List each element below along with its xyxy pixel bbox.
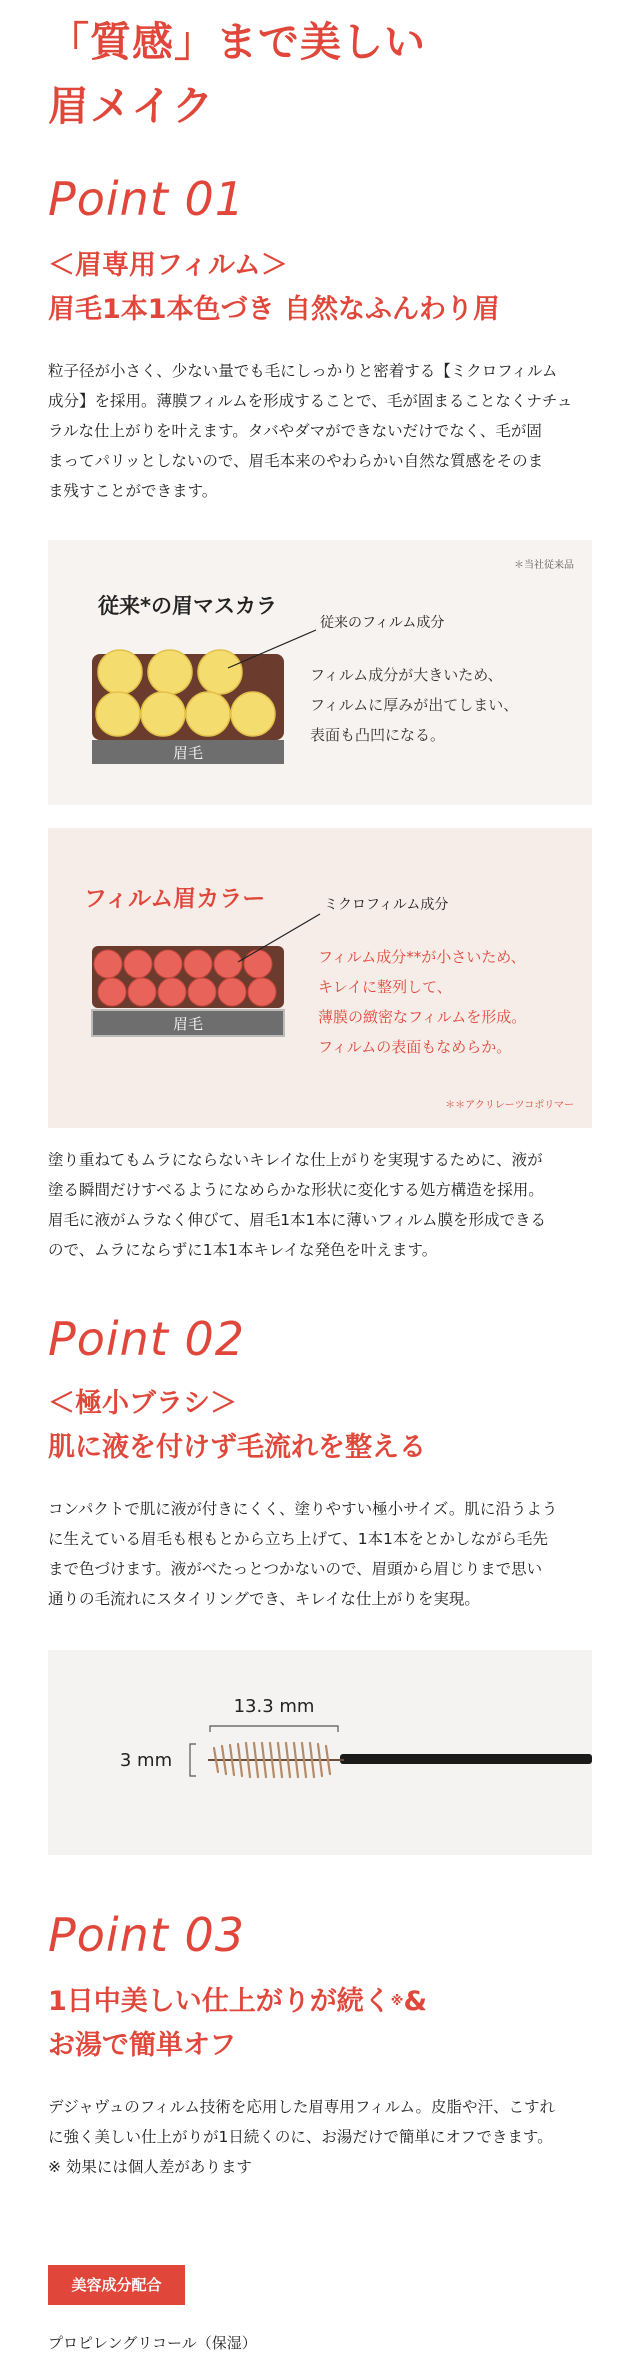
conventional-description: フィルム成分が大きいため、 フィルムに厚みが出てしまい、 表面も凸凹になる。 [310, 666, 519, 744]
micro-film-component-label: ミクロフィルム成分 [324, 897, 449, 913]
film-description: フィルム成分**が小さいため、 キレイに整列して、 薄膜の緻密なフィルムを形成。 フィルムの表面もなめらか。 [318, 948, 527, 1056]
point-03-subtitle-1: 1日中美しい仕上がりが続く※& [48, 1986, 427, 2017]
width-bracket [190, 1744, 196, 1776]
point-03-label: Point 03 [48, 1908, 246, 1962]
brush-size-panel [48, 1650, 592, 1855]
conventional-component-label: 従来のフィルム成分 [320, 615, 445, 631]
formula-description: 塗り重ねてもムラにならないキレイな仕上がりを実現するために、液が 塗る瞬間だけすべるようになめらかな形状に変化する処方構造を採用。 眉毛に液がムラなく伸びて、眉毛1本1本に薄いフィルム膜を形成できる ので、ムラにならずに1本1本キレイな発色を叶えます。 [48, 1151, 547, 1259]
brush-diagram [48, 1650, 592, 1855]
point-01-label: Point 01 [48, 172, 246, 226]
beauty-ingredient-badge: 美容成分配合 [48, 2265, 185, 2305]
conventional-mascara-panel [48, 540, 592, 805]
conventional-title: 従来*の眉マスカラ [98, 594, 277, 618]
body-line: ラルな仕上がりを叶えます。タバやダマができないだけでなく、毛が固 [48, 422, 542, 440]
point-01-body [48, 356, 593, 506]
length-label: 13.3 mm [233, 1696, 315, 1717]
body-line: 成分】を採用。薄膜フィルムを形成することで、毛が固まることなくナチュ [48, 392, 573, 410]
film-brow-color-panel [48, 828, 592, 1128]
body-line: 粒子径が小さく、少ない量でも毛にしっかりと密着する【ミクロフィルム [48, 362, 558, 380]
point-02-label: Point 02 [48, 1312, 246, 1366]
point-02-subtitle-2: 肌に液を付けず毛流れを整える [48, 1432, 426, 1463]
brush-handle [340, 1754, 592, 1764]
conventional-note: ＊当社従来品 [514, 560, 574, 571]
film-note: ＊＊アクリレーツコポリマー [445, 1100, 574, 1111]
point-03-subtitle-2: お湯で簡単オフ [48, 2030, 237, 2061]
hero-line-2: 眉メイク [48, 82, 215, 130]
hero-title [48, 10, 426, 138]
footnote-mark: ※ [390, 1994, 404, 2009]
hero-line-1: 「質感」まで美しい [48, 18, 426, 66]
film-hair-label: 眉毛 [172, 1015, 204, 1033]
point-02-body: コンパクトで肌に液が付きにくく、塗りやすい極小サイズ。肌に沿うよう に生えている眉毛も根もとから立ち上げて、1本1本をとかしながら毛先 まで色づけます。液がべたっとつかないので、眉頭から眉じりまで思い 通りの毛流れにスタイリングでき、キレイな仕上がりを実現。 [48, 1500, 558, 1608]
point-01-subtitle-1: ＜眉専用フィルム＞ [48, 250, 288, 281]
point-03-body: デジャヴュのフィルム技術を応用した眉専用フィルム。皮脂や汗、こすれ に強く美しい仕上がりが1日続くのに、お湯だけで簡単にオフできます。 ※ 効果には個人差があります [48, 2098, 556, 2176]
conventional-hair-label: 眉毛 [172, 744, 204, 762]
body-line: まってパリッとしないので、眉毛本来のやわらかい自然な質感をそのま [48, 452, 544, 470]
brush-bristles [214, 1743, 330, 1777]
ingredient-text: プロピレングリコール（保湿） [48, 2334, 257, 2352]
point-01-subtitle-2: 眉毛1本1本色づき 自然なふんわり眉 [48, 294, 500, 325]
body-line: ま残すことができます。 [48, 482, 218, 500]
length-bracket [210, 1726, 338, 1732]
width-label: 3 mm [119, 1750, 173, 1771]
point-02-subtitle-1: ＜極小ブラシ＞ [48, 1388, 237, 1419]
film-brow-title: フィルム眉カラー [84, 886, 266, 912]
